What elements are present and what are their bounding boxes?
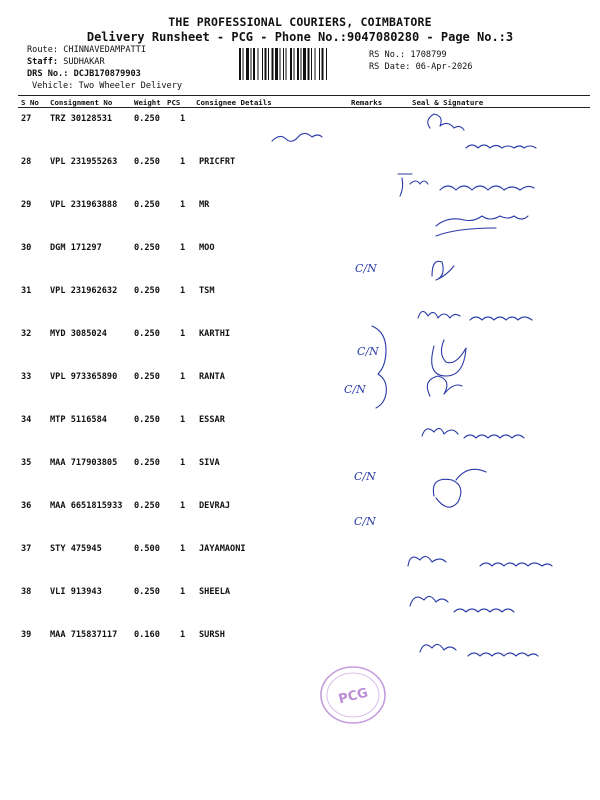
rs-date: RS Date: 06-Apr-2026: [369, 62, 473, 72]
cell-sno: 36: [21, 501, 32, 511]
cell-pcs: 1: [180, 114, 186, 124]
cell-consignee: SURSH: [199, 630, 225, 640]
cell-pcs: 1: [180, 243, 186, 253]
cell-consignment: MYD 3085024: [50, 329, 107, 339]
signature-mark: [372, 326, 386, 408]
signature-mark: [432, 261, 454, 280]
cell-weight: 0.250: [134, 157, 160, 167]
cell-consignee: TSM: [199, 286, 215, 296]
cell-consignment: MAA 6651815933: [50, 501, 123, 511]
cell-sno: 34: [21, 415, 32, 425]
stamp-text: PCG: [337, 685, 370, 708]
remark-mark: C/N: [344, 383, 366, 396]
cell-weight: 0.160: [134, 630, 160, 640]
staff-value: SUDHAKAR: [63, 57, 105, 67]
cell-consignee: MR: [199, 200, 210, 210]
cell-weight: 0.250: [134, 501, 160, 511]
cell-sno: 29: [21, 200, 32, 210]
vehicle-value: Two Wheeler Delivery: [78, 81, 183, 91]
cell-consignment: VPL 973365890: [50, 372, 118, 382]
cell-sno: 28: [21, 157, 32, 167]
cell-consignee: SIVA: [199, 458, 220, 468]
col-consignment: Consignment No: [50, 98, 113, 107]
signature-mark: [420, 644, 538, 656]
cell-weight: 0.250: [134, 286, 160, 296]
cell-weight: 0.250: [134, 329, 160, 339]
cell-consignment: DGM 171297: [50, 243, 102, 253]
cell-pcs: 1: [180, 415, 186, 425]
cell-sno: 38: [21, 587, 32, 597]
cell-pcs: 1: [180, 286, 186, 296]
cell-consignment: STY 475945: [50, 544, 102, 554]
cell-consignee: SHEELA: [199, 587, 231, 597]
cell-consignment: MAA 717903805: [50, 458, 118, 468]
pcg-stamp: [318, 664, 388, 726]
route-label: Route:: [27, 45, 59, 55]
signature-mark: [466, 145, 536, 148]
cell-consignment: VPL 231955263: [50, 157, 118, 167]
signature-mark: [272, 133, 322, 141]
signature-mark: [398, 174, 428, 196]
company-title: THE PROFESSIONAL COURIERS, COIMBATORE: [168, 15, 432, 29]
cell-consignee: DEVRAJ: [199, 501, 231, 511]
signature-mark: [440, 186, 534, 190]
signature-mark: [433, 469, 486, 507]
signature-mark: [422, 428, 524, 438]
cell-pcs: 1: [180, 630, 186, 640]
signature-mark: [436, 216, 528, 226]
remark-mark: C/N: [354, 470, 376, 483]
cell-pcs: 1: [180, 157, 186, 167]
cell-sno: 31: [21, 286, 32, 296]
cell-weight: 0.250: [134, 587, 160, 597]
vehicle-label: Vehicle:: [32, 81, 74, 91]
col-weight: Weight: [134, 98, 161, 107]
cell-pcs: 1: [180, 372, 186, 382]
rs-number: RS No.: 1708799: [369, 50, 447, 60]
signature-mark: [428, 114, 464, 130]
cell-sno: 33: [21, 372, 32, 382]
cell-weight: 0.250: [134, 243, 160, 253]
col-pcs: PCS: [167, 98, 181, 107]
col-sno: S No: [21, 98, 39, 107]
drs-label: DRS No.:: [27, 69, 69, 79]
cell-consignment: MTP 5116584: [50, 415, 107, 425]
remark-mark: C/N: [354, 515, 376, 528]
col-seal: Seal & Signature: [412, 98, 484, 107]
cell-sno: 37: [21, 544, 32, 554]
cell-weight: 0.250: [134, 372, 160, 382]
cell-consignee: ESSAR: [199, 415, 225, 425]
signature-mark: [427, 376, 462, 396]
cell-consignee: MOO: [199, 243, 215, 253]
remark-mark: C/N: [355, 262, 377, 275]
signature-mark: [410, 596, 514, 612]
cell-sno: 27: [21, 114, 32, 124]
staff-label: Staff:: [27, 57, 59, 67]
signature-mark: [408, 556, 552, 566]
remark-mark: C/N: [357, 345, 379, 358]
cell-weight: 0.250: [134, 458, 160, 468]
cell-weight: 0.250: [134, 415, 160, 425]
cell-consignment: TRZ 30128531: [50, 114, 113, 124]
cell-sno: 30: [21, 243, 32, 253]
signature-mark: [436, 228, 496, 236]
col-consignee: Consignee Details: [196, 98, 272, 107]
col-remarks: Remarks: [351, 98, 383, 107]
cell-pcs: 1: [180, 200, 186, 210]
cell-pcs: 1: [180, 329, 186, 339]
cell-consignee: KARTHI: [199, 329, 231, 339]
cell-consignment: VPL 231962632: [50, 286, 118, 296]
cell-consignee: PRICFRT: [199, 157, 236, 167]
cell-pcs: 1: [180, 587, 186, 597]
signature-mark: [418, 311, 532, 320]
cell-consignment: VLI 913943: [50, 587, 102, 597]
signature-mark: [432, 340, 466, 376]
cell-weight: 0.250: [134, 114, 160, 124]
cell-pcs: 1: [180, 458, 186, 468]
cell-pcs: 1: [180, 501, 186, 511]
cell-sno: 32: [21, 329, 32, 339]
cell-consignee: JAYAMAONI: [199, 544, 246, 554]
cell-consignee: RANTA: [199, 372, 225, 382]
cell-sno: 39: [21, 630, 32, 640]
cell-pcs: 1: [180, 544, 186, 554]
cell-consignment: VPL 231963888: [50, 200, 118, 210]
cell-weight: 0.500: [134, 544, 160, 554]
cell-consignment: MAA 715837117: [50, 630, 118, 640]
runsheet-title: Delivery Runsheet - PCG - Phone No.:9047080280 - Page No.:3: [86, 30, 514, 44]
cell-weight: 0.250: [134, 200, 160, 210]
cell-sno: 35: [21, 458, 32, 468]
drs-value: DCJB170879903: [73, 69, 141, 79]
route-value: CHINNAVEDAMPATTI: [63, 45, 147, 55]
